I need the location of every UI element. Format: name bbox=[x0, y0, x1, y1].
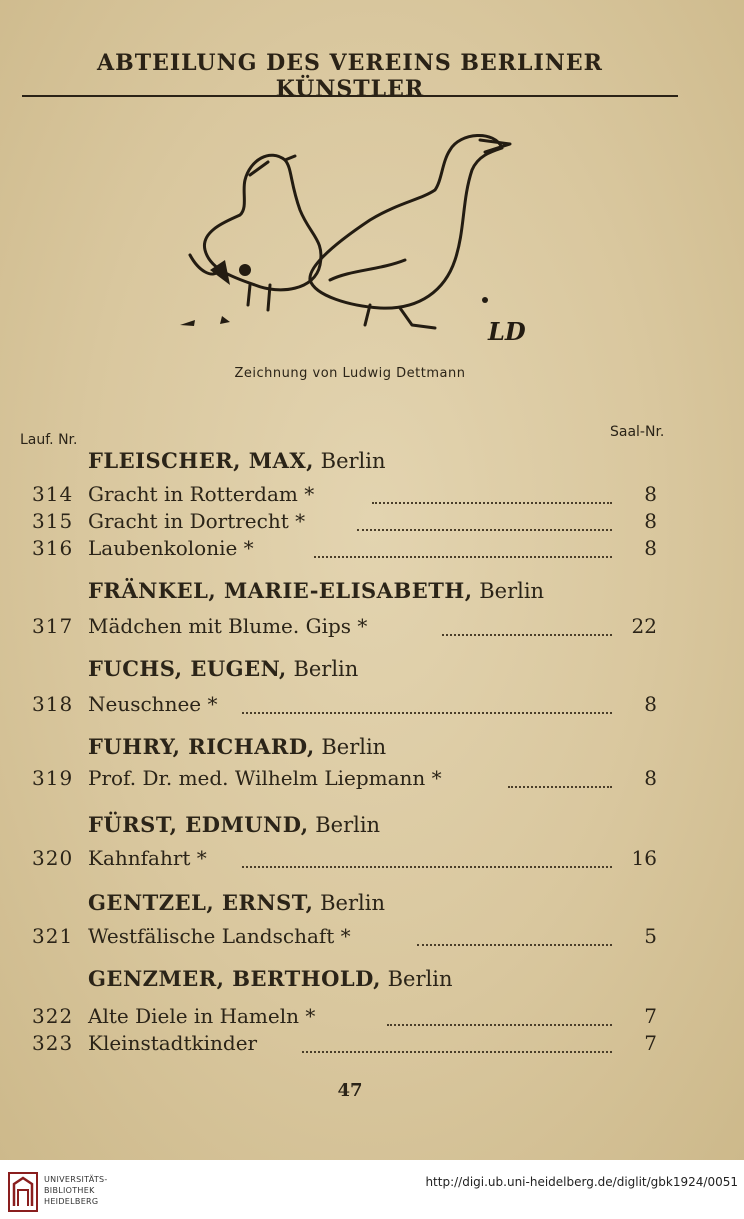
catalog-entry bbox=[32, 766, 657, 794]
leader-dots bbox=[302, 1025, 612, 1053]
entry-number: 320 bbox=[32, 846, 74, 870]
artist-name: FLEISCHER, MAX, bbox=[88, 448, 314, 473]
artist-name: FUHRY, RICHARD, bbox=[88, 734, 315, 759]
entry-title: Westfälische Landschaft * bbox=[88, 924, 351, 948]
source-url[interactable]: http://digi.ub.uni-heidelberg.de/diglit/gbk1924/0051 bbox=[425, 1175, 738, 1189]
artist-city: Berlin bbox=[320, 891, 385, 915]
artist-heading bbox=[88, 448, 386, 473]
library-name bbox=[44, 1174, 108, 1207]
leader-dots bbox=[314, 530, 612, 558]
entry-title: Alte Diele in Hameln * bbox=[88, 1004, 316, 1028]
entry-number: 317 bbox=[32, 614, 74, 638]
entry-title: Kahnfahrt * bbox=[88, 846, 207, 870]
leader-dots bbox=[372, 476, 612, 504]
entry-room: 8 bbox=[644, 536, 657, 560]
entry-title: Prof. Dr. med. Wilhelm Liepmann * bbox=[88, 766, 442, 790]
artist-city: Berlin bbox=[315, 813, 381, 837]
entry-number: 323 bbox=[32, 1031, 74, 1055]
entry-number: 319 bbox=[32, 766, 74, 790]
entry-title: Gracht in Dortrecht * bbox=[88, 509, 306, 533]
artist-heading bbox=[88, 734, 386, 759]
artist-city: Berlin bbox=[293, 657, 359, 681]
library-logo bbox=[8, 1170, 168, 1216]
entry-number: 315 bbox=[32, 509, 74, 533]
drawing-signature: LD bbox=[488, 317, 526, 346]
ducks-drawing bbox=[150, 120, 550, 355]
artist-name: GENZMER, BERTHOLD, bbox=[88, 966, 381, 991]
artist-name: FÜRST, EDMUND, bbox=[88, 812, 309, 837]
artist-city: Berlin bbox=[479, 579, 545, 603]
library-name-line: BIBLIOTHEK bbox=[44, 1186, 95, 1195]
artist-heading bbox=[88, 656, 358, 681]
entry-title: Neuschnee * bbox=[88, 692, 218, 716]
entry-room: 7 bbox=[644, 1031, 657, 1055]
library-name-line: HEIDELBERG bbox=[44, 1197, 99, 1206]
page-header: ABTEILUNG DES VEREINS BERLINER KÜNSTLER bbox=[97, 50, 603, 102]
drawing-caption: Zeichnung von Ludwig Dettmann bbox=[234, 366, 466, 381]
artist-name: FRÄNKEL, MARIE-ELISABETH, bbox=[88, 578, 473, 603]
entry-number: 316 bbox=[32, 536, 74, 560]
entry-number: 314 bbox=[32, 482, 74, 506]
column-header-saal-nr: Saal-Nr. bbox=[610, 424, 665, 440]
entry-title: Laubenkolonie * bbox=[88, 536, 254, 560]
entry-room: 22 bbox=[631, 614, 657, 638]
artist-heading bbox=[88, 812, 380, 837]
artist-heading bbox=[88, 966, 452, 991]
entry-number: 318 bbox=[32, 692, 74, 716]
leader-dots bbox=[387, 998, 612, 1026]
entry-room: 5 bbox=[644, 924, 657, 948]
entry-title: Mädchen mit Blume. Gips * bbox=[88, 614, 368, 638]
catalog-entry bbox=[32, 692, 657, 720]
header-rule bbox=[22, 95, 678, 97]
leader-dots bbox=[242, 686, 612, 714]
entry-title: Kleinstadtkinder bbox=[88, 1031, 258, 1055]
page-number: 47 bbox=[337, 1080, 363, 1101]
column-header-lauf-nr: Lauf. Nr. bbox=[20, 432, 78, 448]
leader-dots bbox=[357, 503, 612, 531]
entry-room: 8 bbox=[644, 482, 657, 506]
entry-room: 8 bbox=[644, 766, 657, 790]
catalog-entry bbox=[32, 846, 657, 874]
catalog-entry bbox=[32, 924, 657, 952]
leader-dots bbox=[442, 608, 612, 636]
leader-dots bbox=[508, 760, 612, 788]
leader-dots bbox=[242, 840, 612, 868]
catalog-entry bbox=[32, 614, 657, 642]
artist-heading bbox=[88, 890, 385, 915]
artist-name: FUCHS, EUGEN, bbox=[88, 656, 287, 681]
entry-number: 321 bbox=[32, 924, 74, 948]
entry-room: 16 bbox=[631, 846, 657, 870]
entry-title: Gracht in Rotterdam * bbox=[88, 482, 315, 506]
leader-dots bbox=[417, 918, 612, 946]
entry-room: 8 bbox=[644, 509, 657, 533]
entry-room: 7 bbox=[644, 1004, 657, 1028]
artist-heading bbox=[88, 578, 544, 603]
library-name-line: UNIVERSITÄTS- bbox=[44, 1175, 108, 1184]
catalog-entry bbox=[32, 536, 657, 564]
artist-city: Berlin bbox=[321, 735, 387, 759]
artist-city: Berlin bbox=[387, 967, 453, 991]
library-seal-icon bbox=[8, 1172, 38, 1212]
entry-room: 8 bbox=[644, 692, 657, 716]
artist-name: GENTZEL, ERNST, bbox=[88, 890, 314, 915]
entry-number: 322 bbox=[32, 1004, 74, 1028]
artist-city: Berlin bbox=[320, 449, 386, 473]
catalog-entry bbox=[32, 1031, 657, 1059]
